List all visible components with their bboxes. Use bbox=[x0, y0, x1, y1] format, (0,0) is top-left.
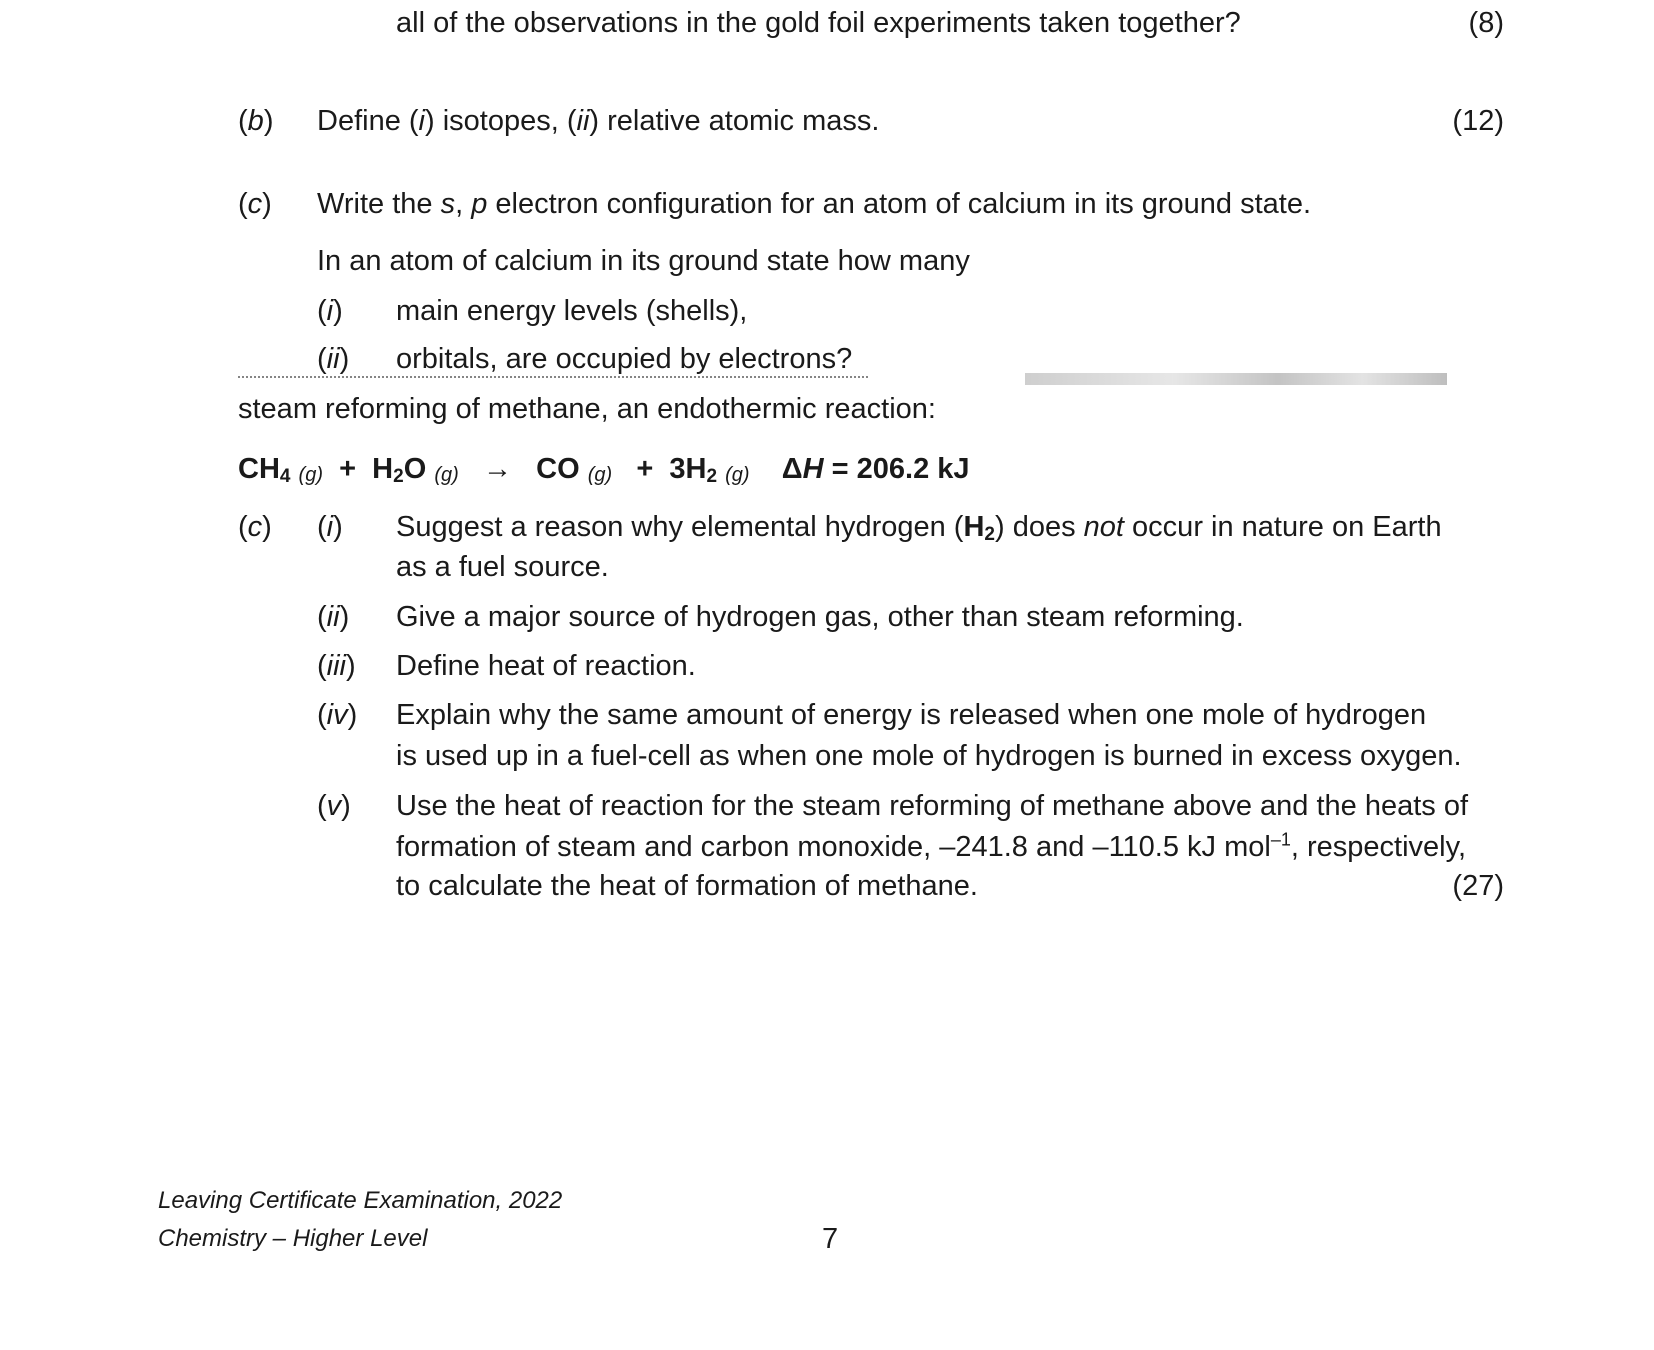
c2-i-line2: as a fuel source. bbox=[396, 551, 609, 583]
c2-ii-text: Give a major source of hydrogen gas, other than steam reforming. bbox=[396, 601, 1244, 633]
c2-ii-label: (ii) bbox=[317, 601, 350, 633]
page-number: 7 bbox=[822, 1223, 839, 1255]
marks-27: (27) bbox=[1452, 870, 1504, 902]
intro-line2: steam reforming of methane, an endothermic reaction: bbox=[238, 393, 936, 425]
part-c-question-line2: In an atom of calcium in its ground state how many bbox=[317, 245, 970, 277]
sub-ii-text: orbitals, are occupied by electrons? bbox=[396, 343, 853, 375]
part-b-question: Define (i) isotopes, (ii) relative atomic mass. bbox=[317, 105, 880, 137]
c2-v-label: (v) bbox=[317, 790, 351, 822]
marks-12: (12) bbox=[1452, 105, 1504, 137]
c2-v-line1: Use the heat of reaction for the steam reforming of methane above and the heats of bbox=[396, 790, 1469, 822]
part-c2-label: (c) bbox=[238, 511, 272, 543]
c2-iv-line2: is used up in a fuel-cell as when one mole of hydrogen is burned in excess oxygen. bbox=[396, 740, 1462, 772]
c2-iv-label: (iv) bbox=[317, 699, 358, 731]
sub-i-text: main energy levels (shells), bbox=[396, 295, 748, 327]
sub-ii-label: (ii) bbox=[317, 343, 350, 375]
footer-exam-title: Leaving Certificate Examination, 2022 bbox=[158, 1187, 563, 1214]
part-c-label: (c) bbox=[238, 188, 272, 220]
c2-i-line1: Suggest a reason why elemental hydrogen $(H_2)$ does not occur in nature on Earth bbox=[396, 511, 1442, 545]
c2-iii-label: (iii) bbox=[317, 650, 356, 682]
marks-8: (8) bbox=[1468, 7, 1504, 39]
reaction-arrow: → bbox=[482, 453, 512, 485]
sub-i-label: (i) bbox=[317, 295, 343, 327]
part-b-label: (b) bbox=[238, 105, 274, 137]
part-c-question-line1: Write the s, p electron configuration for an atom of calcium in its ground state. bbox=[317, 188, 1312, 220]
c2-iii-text: Define heat of reaction. bbox=[396, 650, 696, 682]
question-text-top: all of the observations in the gold foil experiments taken together? bbox=[396, 7, 1241, 39]
c2-v-line3: to calculate the heat of formation of methane. bbox=[396, 870, 978, 902]
scan-smudge bbox=[1025, 373, 1447, 385]
c2-v-line2: formation of steam and carbon monoxide, –241.8 and –110.5 kJ mol$^{-1}$, respectively, bbox=[396, 829, 1467, 863]
c2-i-label: (i) bbox=[317, 511, 343, 543]
steam-reforming-equation: $CH_4$ $(g) + H_2O$ (g) → CO (g) + $3H_2$ (g) ΔH = 206.2 kJ bbox=[238, 453, 970, 487]
footer-subject: Chemistry – Higher Level bbox=[158, 1225, 428, 1252]
c2-iv-line1: Explain why the same amount of energy is released when one mole of hydrogen bbox=[396, 699, 1427, 731]
